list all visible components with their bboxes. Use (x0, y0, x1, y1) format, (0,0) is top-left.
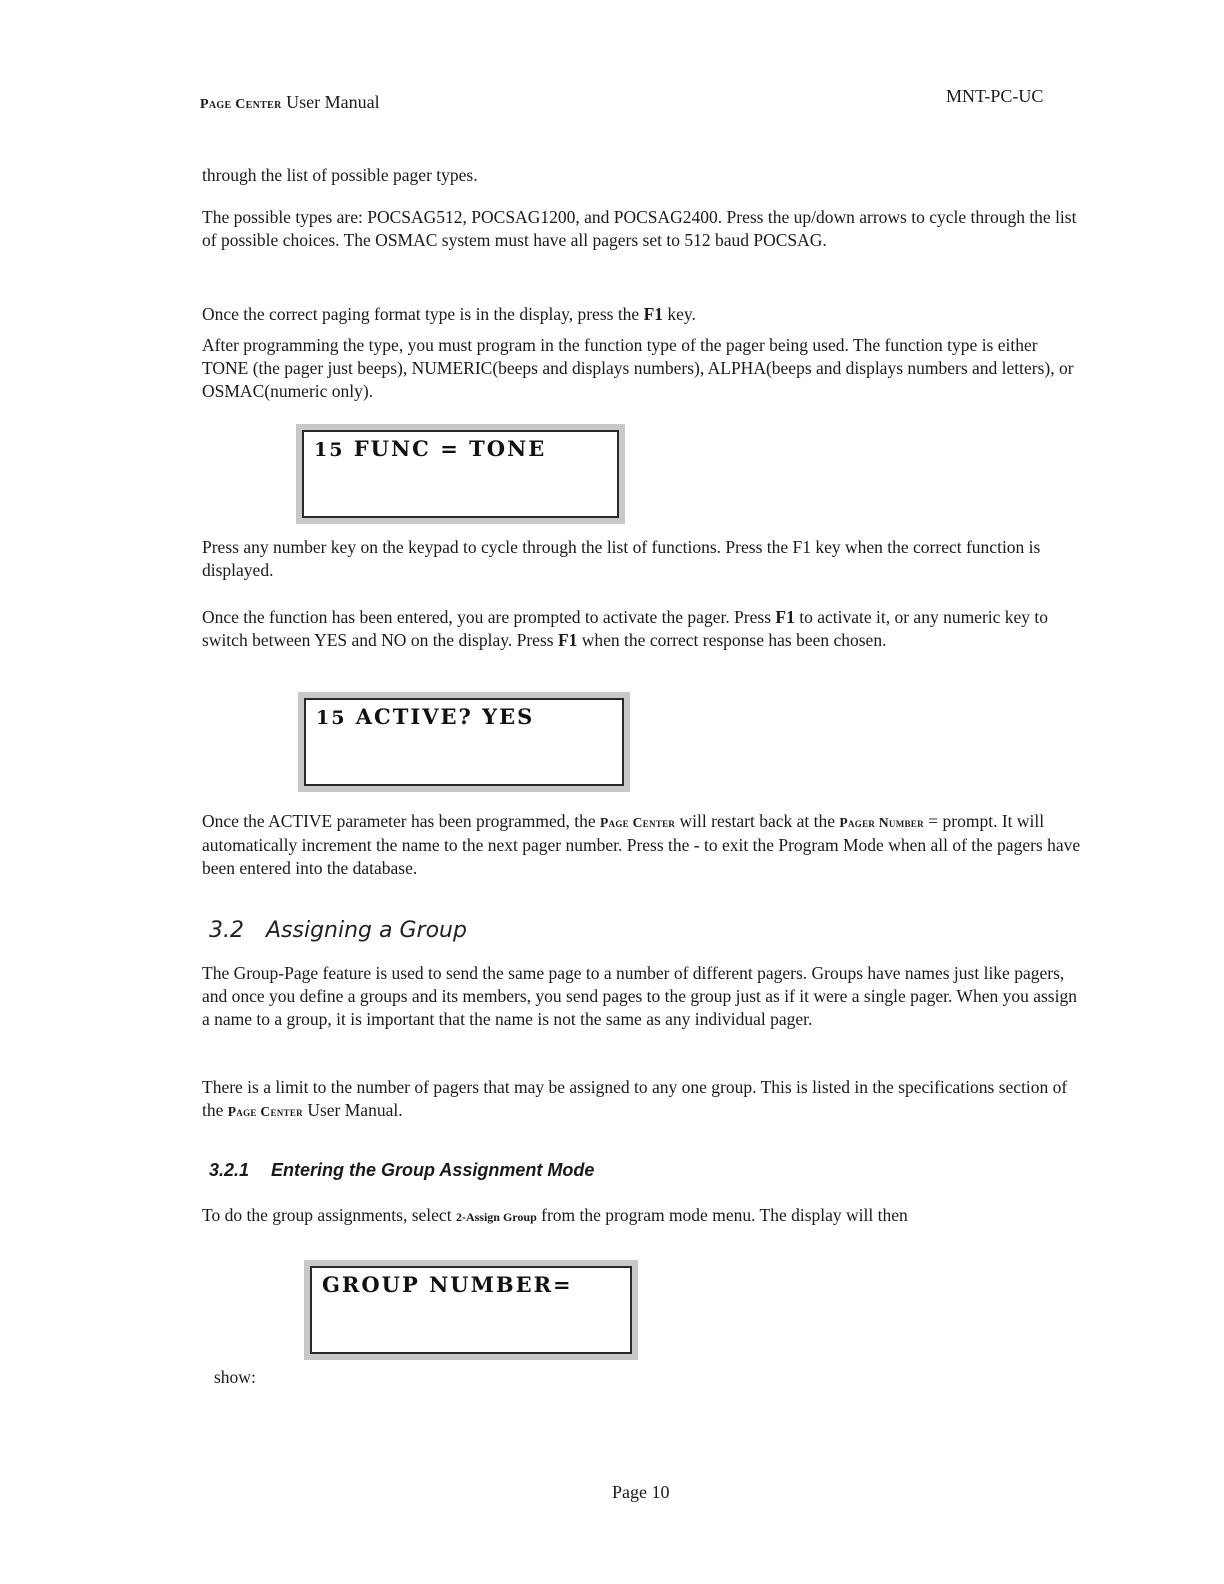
key-f1: F1 (643, 304, 664, 324)
header-brand: Page Center (200, 97, 282, 112)
paragraph-3 (202, 303, 1082, 326)
lcd-func-line (314, 436, 546, 461)
product-name: Page Center (227, 1104, 303, 1119)
paragraph-5: Press any number key on the keypad to cycle through the list of functions. Press the F1 key when the correct function is displayed. (202, 537, 1041, 580)
paragraph-7-text-b: will restart back at the (675, 811, 840, 831)
lcd-active-line (316, 704, 534, 729)
paragraph-9 (202, 1076, 1082, 1123)
paragraph-7-text-a: Once the ACTIVE parameter has been programmed, the (202, 811, 600, 831)
section-heading-3-2 (209, 918, 467, 943)
lcd-display-group (304, 1260, 638, 1360)
menu-option-assign-group: 2-Assign Group (455, 1210, 537, 1224)
header-title-suffix: User Manual (281, 92, 380, 112)
paragraph-6-text-b: to activate it, or any numeric key to switch between YES and NO on the display. Press (202, 607, 1049, 650)
paragraph-10 (202, 1204, 1082, 1229)
header-doc-code: MNT-PC-UC (946, 86, 1044, 106)
paragraph-3-text-end: key. (663, 304, 696, 324)
paragraph-6-text-c: when the correct response has been chosen. (577, 630, 887, 650)
header-title (200, 92, 380, 113)
lcd-active-number: 15 (316, 707, 347, 729)
paragraph-4: After programming the type, you must program in the function type of the pager being used. The function type is either TONE (the pager just beeps), NUMERIC(beeps and displays numbers), ALPHA(beeps and displays numbers and letters), or OSMAC(numeric only). (202, 335, 1074, 401)
paragraph-11: show: (214, 1367, 256, 1387)
paragraph-7 (202, 810, 1082, 880)
key-f1: F1 (775, 607, 795, 627)
paragraph-9-text-b: User Manual. (302, 1100, 403, 1120)
paragraph-3-text: Once the correct paging format type is in the display, press the (202, 304, 644, 324)
page-number: Page 10 (612, 1482, 670, 1502)
subsection-number: 3.2.1 (209, 1160, 250, 1180)
paragraph-10-text-b: from the program mode menu. The display will then (536, 1205, 908, 1225)
product-name: Page Center (599, 815, 676, 830)
section-title: Assigning a Group (266, 918, 467, 943)
lcd-func-number: 15 (314, 439, 345, 461)
paragraph-1: through the list of possible pager types. (202, 165, 478, 185)
key-f1: F1 (557, 630, 578, 650)
paragraph-8: The Group-Page feature is used to send the same page to a number of different pagers. Groups have names just like pagers, and once you define a groups and its members, you send pages to the group just as if it were a single pager. When you assign a name to a group, it is important that the name is not the same as any individual pager. (202, 963, 1077, 1029)
paragraph-7-text-c: = prompt. It will automatically increment the name to the next pager number. Press the - to exit the Program Mode when all of the pagers have been entered into the database. (202, 811, 1081, 878)
lcd-active-text: ACTIVE? YES (355, 704, 535, 729)
lcd-func-text: FUNC = TONE (353, 436, 547, 461)
paragraph-10-text-a: To do the group assignments, select (202, 1205, 456, 1225)
paragraph-2: The possible types are: POCSAG512, POCSAG1200, and POCSAG2400. Press the up/down arrows to cycle through the list of possible choices. The OSMAC system must have all pagers set to 512 baud POCSAG. (202, 207, 1077, 250)
lcd-group-text: GROUP NUMBER= (322, 1272, 573, 1297)
pager-number-prompt: Pager Number (839, 815, 924, 830)
lcd-display-func (296, 424, 625, 524)
paragraph-9-text-a: There is a limit to the number of pagers that may be assigned to any one group. This is listed in the specifications section of the (202, 1077, 1068, 1120)
section-heading-3-2-1 (209, 1160, 594, 1181)
lcd-display-active (298, 692, 630, 792)
paragraph-6-text-a: Once the function has been entered, you are prompted to activate the pager. Press (202, 607, 776, 627)
section-number: 3.2 (209, 918, 244, 943)
paragraph-6 (202, 606, 1082, 652)
subsection-title: Entering the Group Assignment Mode (271, 1160, 595, 1180)
